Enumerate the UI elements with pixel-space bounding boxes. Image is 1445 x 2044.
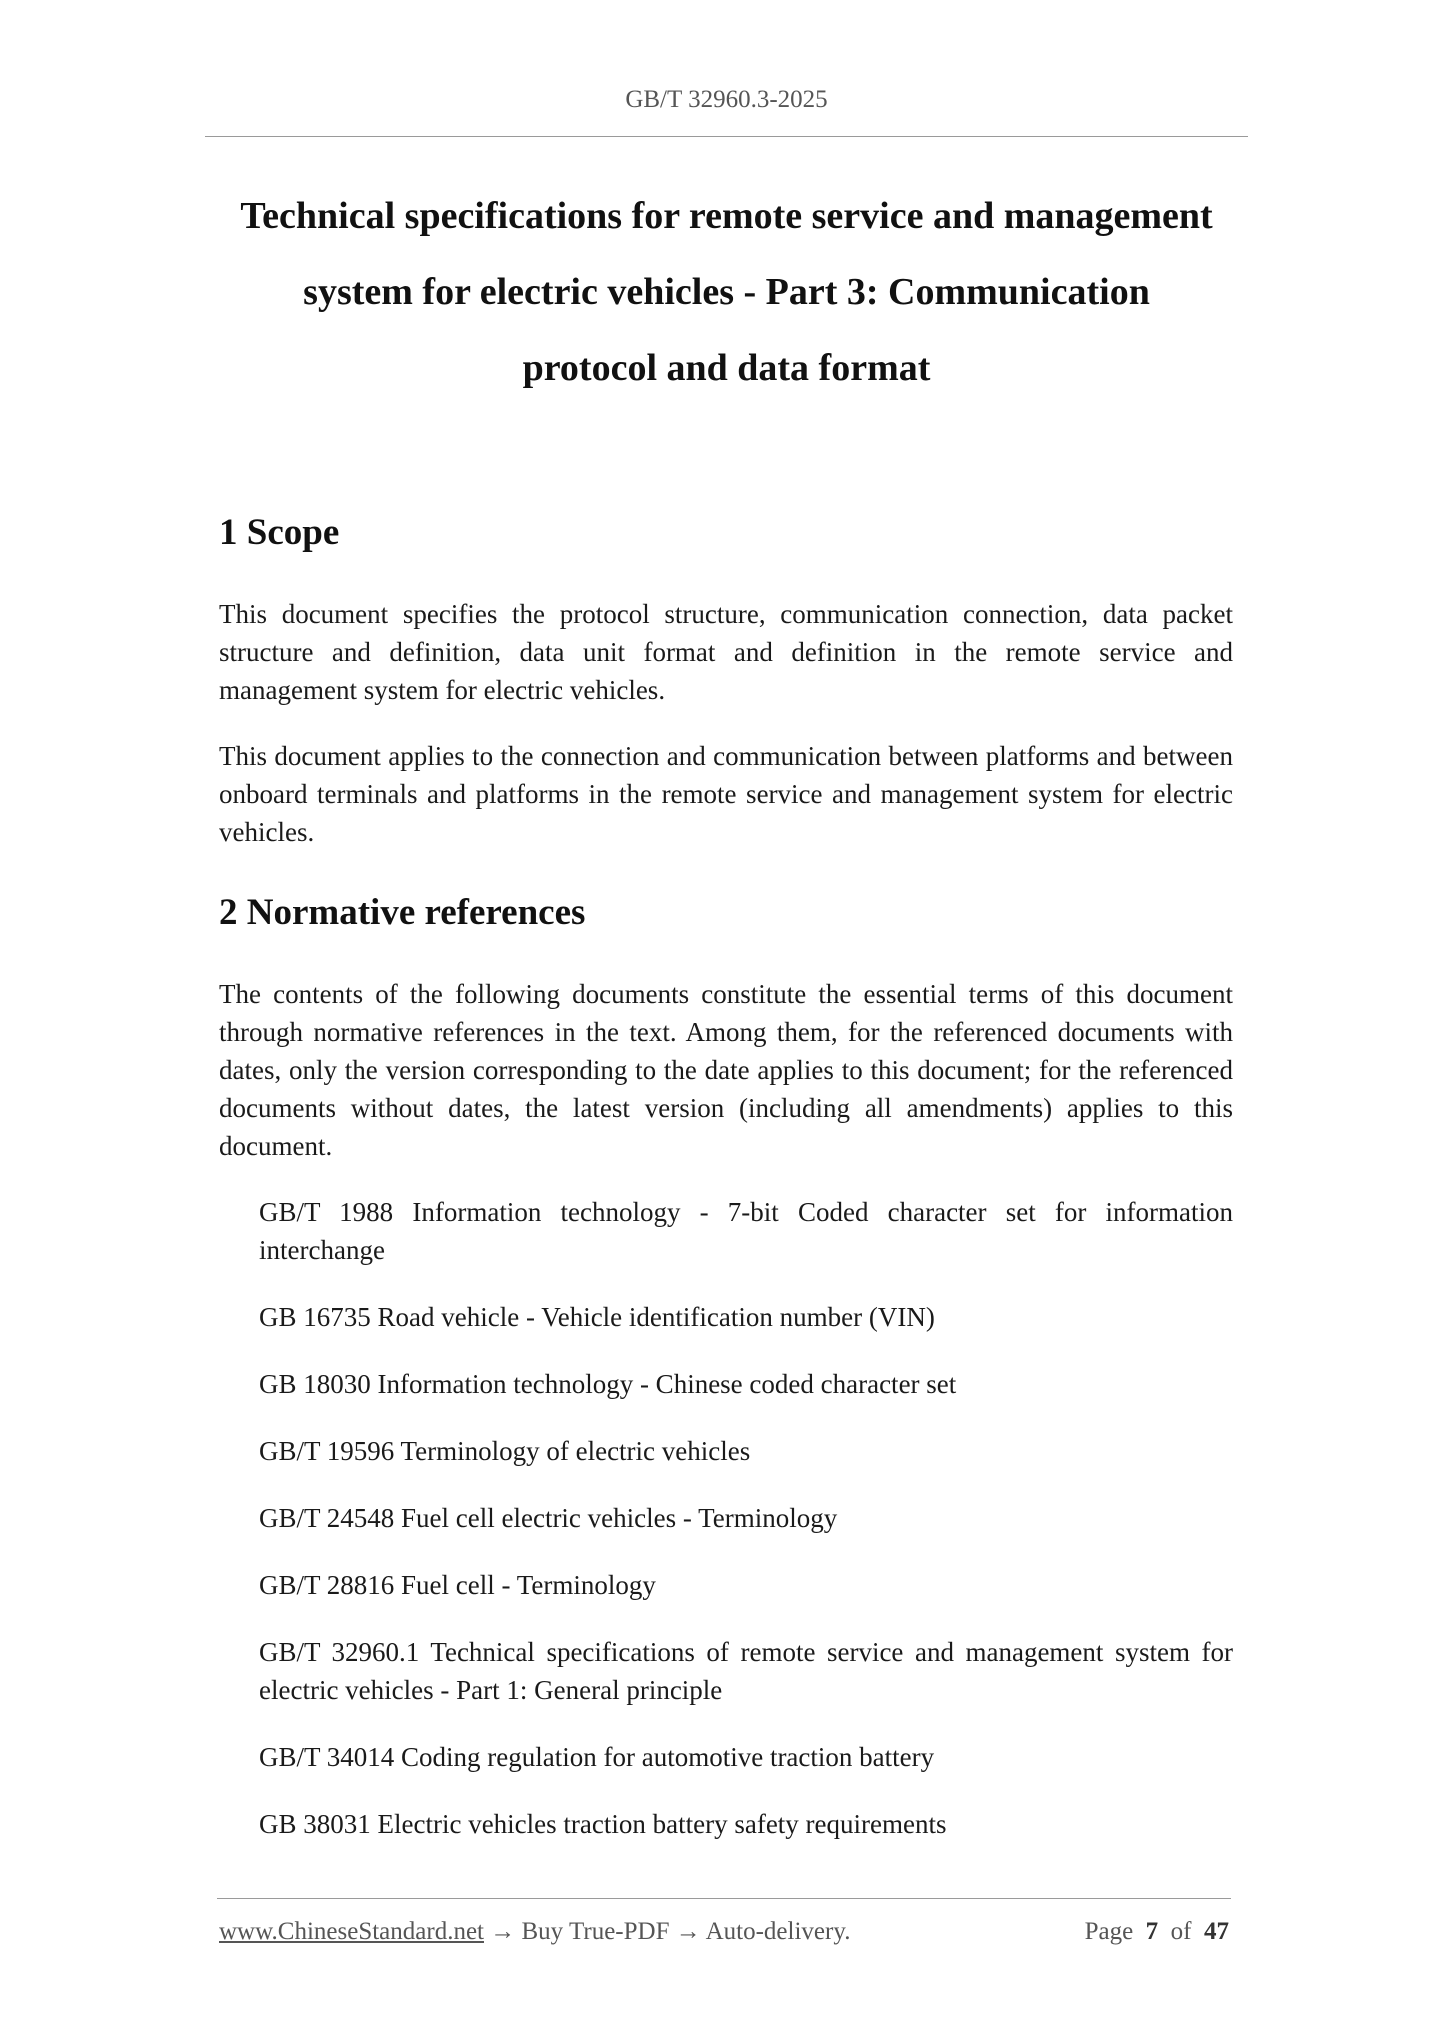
- page-current: 7: [1145, 1918, 1159, 1945]
- page-label: Page: [1084, 1918, 1134, 1945]
- section-heading-normative-references: 2 Normative references: [219, 892, 586, 933]
- page-of-label: of: [1170, 1918, 1192, 1945]
- reference-item: GB 38031 Electric vehicles traction battery safety requirements: [259, 1809, 947, 1839]
- title-line-3: protocol and data format: [522, 347, 931, 389]
- reference-list: [219, 1193, 1233, 1843]
- reference-item: GB/T 1988 Information technology - 7-bit Coded character set for information interchange: [259, 1197, 1233, 1265]
- section-heading-scope: 1 Scope: [219, 512, 340, 553]
- reference-item: GB/T 19596 Terminology of electric vehicles: [259, 1436, 751, 1466]
- arrow-right-icon: →: [490, 1918, 516, 1945]
- site-link[interactable]: www.ChineseStandard.net: [219, 1918, 484, 1945]
- scope-paragraph-2: This document applies to the connection and communication between platforms and between onboard terminals and platforms in the remote service and management system for electric vehicles.: [219, 741, 1233, 847]
- document-body: [219, 505, 1233, 1872]
- reference-item: GB/T 32960.1 Technical specifications of remote service and management system for electric vehicles - Part 1: General principle: [259, 1637, 1233, 1705]
- reference-item: GB 16735 Road vehicle - Vehicle identification number (VIN): [259, 1302, 935, 1332]
- reference-item: GB/T 28816 Fuel cell - Terminology: [259, 1570, 656, 1600]
- page-number: [1085, 1918, 1229, 1946]
- normative-references-paragraph: The contents of the following documents constitute the essential terms of this document through normative references in the text. Among them, for the referenced documents with dates, only the version corresponding to the date applies to this document; for the referenced documents without dates, the latest version (including all amendments) applies to this document.: [219, 979, 1233, 1161]
- reference-item: GB 18030 Information technology - Chinese coded character set: [259, 1369, 957, 1399]
- scope-paragraph-1: This document specifies the protocol structure, communication connection, data packet structure and definition, data unit format and definition in the remote service and management system for electric vehicles.: [219, 599, 1233, 705]
- running-header: GB/T 32960.3-2025: [625, 86, 828, 113]
- footer-links: [219, 1918, 850, 1946]
- header-divider: [205, 136, 1248, 137]
- arrow-right-icon: →: [675, 1918, 701, 1945]
- document-title: [205, 178, 1248, 406]
- title-line-1: Technical specifications for remote service and management: [240, 195, 1213, 237]
- footer-divider: [217, 1898, 1231, 1899]
- buy-true-pdf-text: Buy True-PDF: [521, 1918, 670, 1945]
- title-line-2: system for electric vehicles - Part 3: Communication: [303, 271, 1150, 313]
- page-total: 47: [1204, 1918, 1229, 1945]
- auto-delivery-text: Auto-delivery.: [705, 1918, 851, 1945]
- reference-item: GB/T 34014 Coding regulation for automotive traction battery: [259, 1742, 935, 1772]
- reference-item: GB/T 24548 Fuel cell electric vehicles - Terminology: [259, 1503, 838, 1533]
